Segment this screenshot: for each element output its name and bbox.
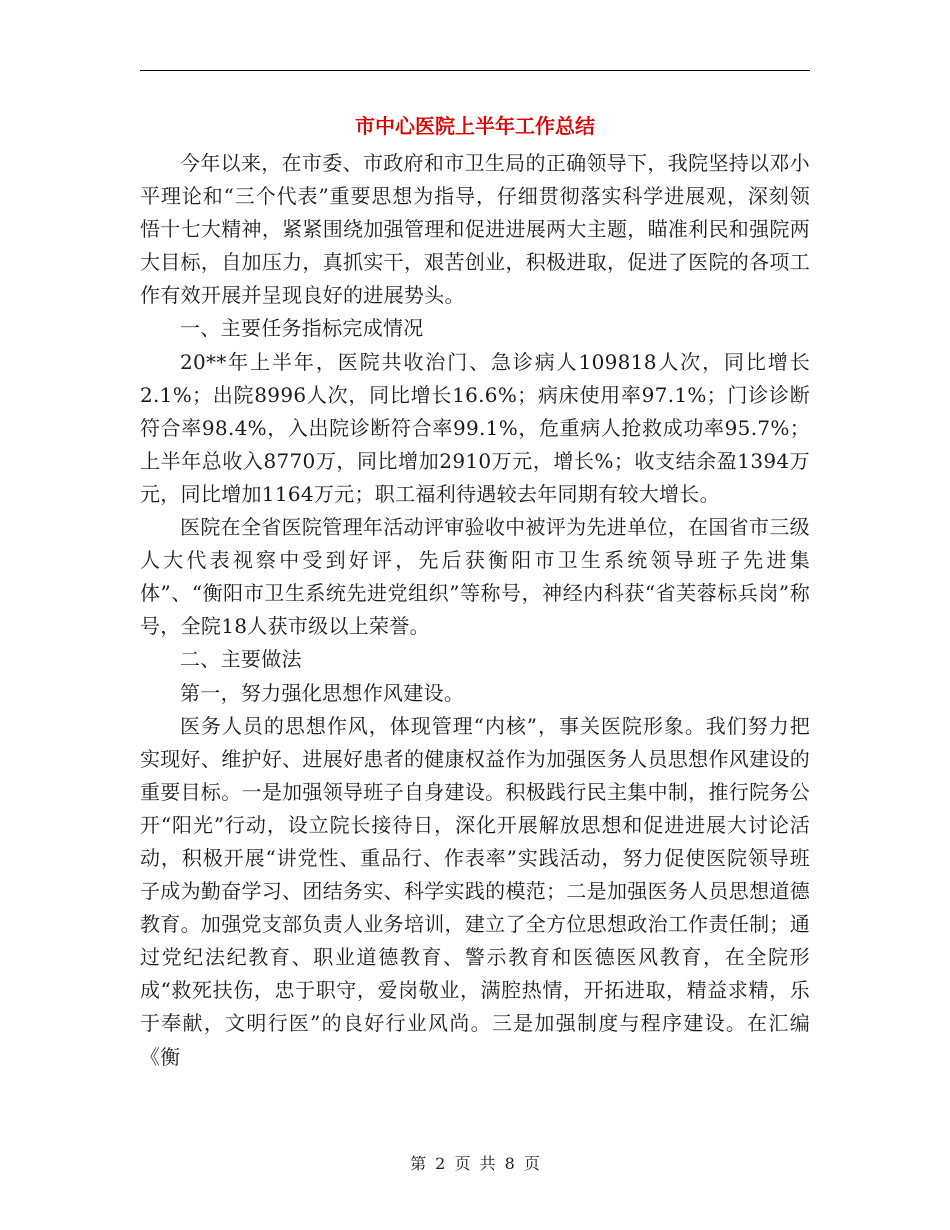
header-rule [140,70,810,71]
subsection-heading-1: 第一，努力强化思想作风建设。 [180,680,465,705]
paragraph-honors: 医院在全省医院管理年活动评审验收中被评为先进单位，在国省市三级人大代表视察中受到好评，先后获衡阳市卫生系统领导班子先进集体”、“衡阳市卫生系统先进党组织”等称号，神经内科获“省芙蓉标兵岗”称号，全院18人获市级以上荣誉。 [140,515,810,639]
section-heading-1: 一、主要任务指标完成情况 [180,316,424,341]
document-body [140,147,810,1074]
document-title: 市中心医院上半年工作总结 [355,114,595,138]
paragraph-indicators: 20**年上半年，医院共收治门、急诊病人109818人次，同比增长2.1%；出院8996人次，同比增长16.6%；病床使用率97.1%；门诊诊断符合率98.4%，入出院诊断符合率99.1%，危重病人抢救成功率95.7%；上半年总收入8770万，同比增加2910万元，增长%；收支结余盈1394万元，同比增加1164万元；职工福利待遇较去年同期有较大增长。 [140,349,810,506]
paragraph-ideology: 医务人员的思想作风，体现管理“内核”，事关医院形象。我们努力把实现好、维护好、进展好患者的健康权益作为加强医务人员思想作风建设的重要目标。一是加强领导班子自身建设。积极践行民主集中制，推行院务公开“阳光”行动，设立院长接待日，深化开展解放思想和促进进展大讨论活动，积极开展“讲党性、重品行、作表率”实践活动，努力促使医院领导班子成为勤奋学习、团结务实、科学实践的模范；二是加强医务人员思想道德教育。加强党支部负责人业务培训，建立了全方位思想政治工作责任制；通过党纪法纪教育、职业道德教育、警示教育和医德医风教育，在全院形成“救死扶伤，忠于职守，爱岗敬业，满腔热情，开拓进取，精益求精，乐于奉献，文明行医”的良好行业风尚。三是加强制度与程序建设。在汇编《衡 [140,713,810,1069]
page-number-footer: 第 2 页 共 8 页 [410,1154,540,1173]
section-heading-2: 二、主要做法 [180,647,302,672]
paragraph-intro: 今年以来，在市委、市政府和市卫生局的正确领导下，我院坚持以邓小平理论和“三个代表”重要思想为指导，仔细贯彻落实科学进展观，深刻领悟十七大精神，紧紧围绕加强管理和促进进展两大主题，瞄准利民和强院两大目标，自加压力，真抓实干，艰苦创业，积极进取，促进了医院的各项工作有效开展并呈现良好的进展势头。 [140,151,810,308]
